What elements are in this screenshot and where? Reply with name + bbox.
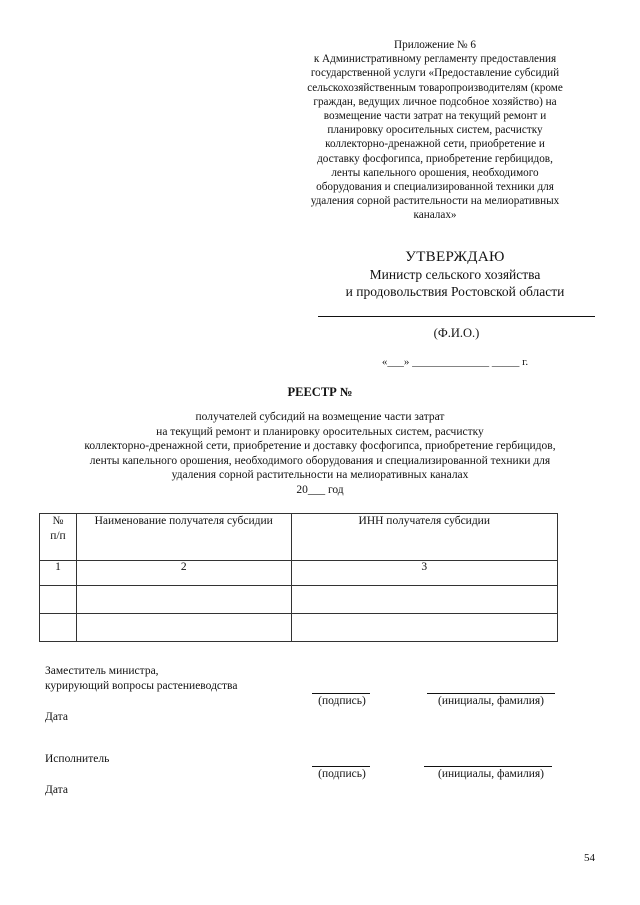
- annex-line: оборудования и специализированной техники для: [316, 181, 554, 194]
- annex-line: каналах»: [413, 209, 457, 222]
- executor-signature-caption: (подпись): [318, 768, 366, 780]
- registry-description-line: коллекторно-дренажной сети, приобретение и доставку фосфогипса, приобретение гербицидов,: [84, 440, 556, 453]
- deputy-date-label: Дата: [45, 711, 68, 723]
- approval-heading: УТВЕРЖДАЮ: [405, 249, 505, 265]
- approval-position-line2: и продовольствия Ростовской области: [345, 284, 565, 299]
- annex-line: планировку оросительных систем, расчистку: [327, 124, 543, 137]
- executor-signature-line[interactable]: [312, 766, 370, 767]
- annex-line: сельскохозяйственным товаропроизводителям (кроме: [307, 81, 563, 94]
- table-row: [40, 614, 558, 642]
- column-number-cell: 3: [291, 561, 557, 586]
- annex-line: коллекторно-дренажной сети, приобретение и: [325, 138, 545, 151]
- page-number: 54: [584, 852, 595, 864]
- annex-line: ленты капельного орошения, необходимого: [331, 166, 539, 179]
- approval-position-line1: Министр сельского хозяйства: [369, 267, 541, 282]
- deputy-initials-line[interactable]: [427, 693, 555, 694]
- table-header-row: [40, 514, 558, 561]
- approval-fio-caption: (Ф.И.О.): [433, 326, 480, 340]
- table-cell[interactable]: [291, 614, 557, 642]
- annex-line: к Административному регламенту предоставления: [313, 53, 557, 66]
- registry-table: [39, 513, 558, 642]
- annex-line: удаления сорной растительности на мелиоративных: [310, 195, 560, 208]
- table-row: [40, 586, 558, 614]
- annex-header: [290, 38, 580, 223]
- deputy-signature-line[interactable]: [312, 693, 370, 694]
- column-number-cell: 1: [40, 561, 77, 586]
- executor-date-label: Дата: [45, 784, 68, 796]
- deputy-initials-caption: (инициалы, фамилия): [437, 695, 545, 707]
- approval-signature-line: [318, 316, 595, 317]
- header-cell-recipient-name: Наименование получателя субсидии: [76, 514, 291, 561]
- deputy-signature-caption: (подпись): [318, 695, 366, 707]
- column-number-cell: 2: [76, 561, 291, 586]
- table-cell[interactable]: [40, 614, 77, 642]
- table-cell[interactable]: [40, 586, 77, 614]
- table-row: [40, 561, 558, 586]
- deputy-label-line1: Заместитель министра,: [45, 665, 159, 677]
- annex-line: государственной услуги «Предоставление субсидий: [310, 67, 560, 80]
- registry-description-line: получателей субсидий на возмещение части затрат: [195, 411, 445, 423]
- header-cell-number: № п/п: [40, 514, 77, 561]
- approval-date-line: «___» ______________ _____ г.: [381, 356, 529, 368]
- annex-line: доставку фосфогипса, приобретение гербицидов,: [317, 152, 553, 165]
- table-cell[interactable]: [76, 614, 291, 642]
- annex-line: граждан, ведущих личное подсобное хозяйство) на: [313, 95, 557, 108]
- registry-year-line: 20___ год: [296, 483, 344, 496]
- table-cell[interactable]: [76, 586, 291, 614]
- registry-description-line: удаления сорной растительности на мелиоративных каналах: [171, 469, 469, 482]
- executor-initials-caption: (инициалы, фамилия): [437, 768, 545, 780]
- registry-description-line: на текущий ремонт и планировку оросительных систем, расчистку: [156, 425, 484, 438]
- approval-block: [310, 248, 600, 300]
- registry-description-line: ленты капельного орошения, необходимого оборудования и специализированной техники для: [89, 454, 551, 467]
- executor-label: Исполнитель: [45, 753, 110, 765]
- registry-description: [20, 410, 620, 498]
- registry-title: РЕЕСТР №: [287, 385, 353, 399]
- header-cell-inn: ИНН получателя субсидии: [291, 514, 557, 561]
- executor-initials-line[interactable]: [424, 766, 552, 767]
- deputy-label-line2: курирующий вопросы растениеводства: [45, 680, 238, 692]
- annex-line: возмещение части затрат на текущий ремонт и: [323, 110, 547, 123]
- table-cell[interactable]: [291, 586, 557, 614]
- annex-line: Приложение № 6: [394, 39, 476, 51]
